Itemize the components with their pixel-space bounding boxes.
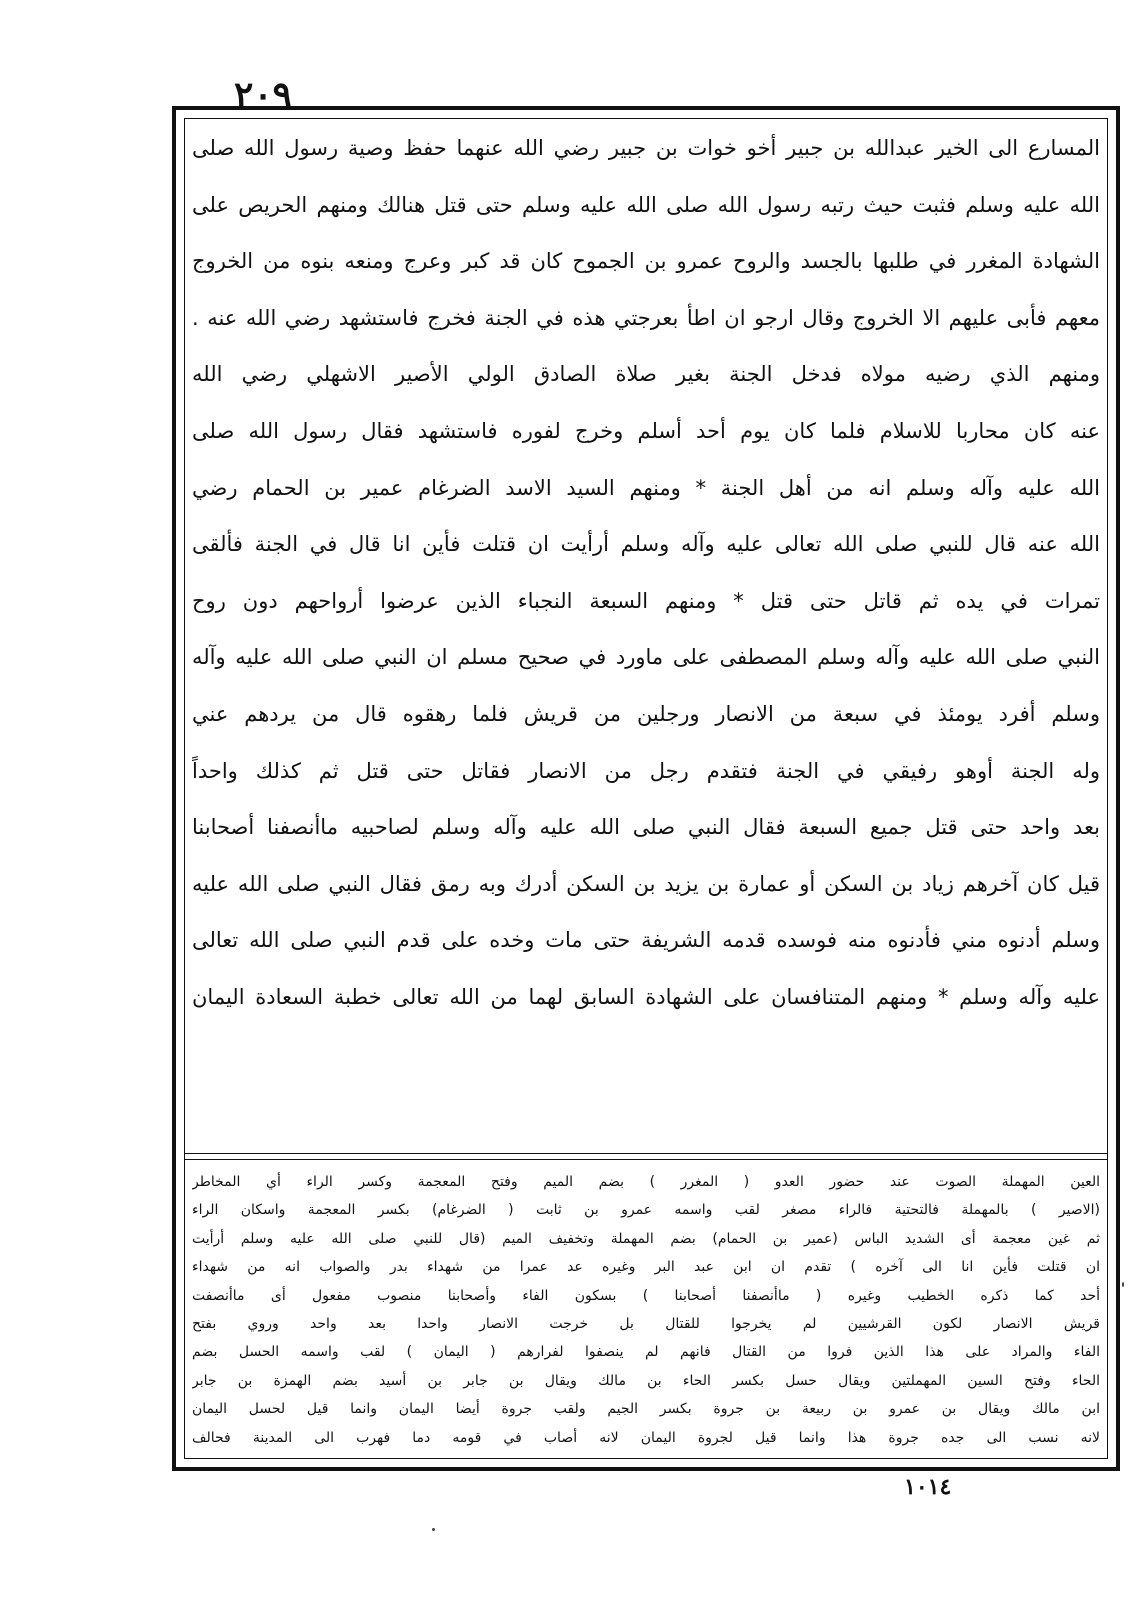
- main-text-line: الشهادة المغرر في طلبها بالجسد والروح عمرو بن الجموح كان قد كبر وعرج ومنعه بنوه من الخروج: [192, 249, 1100, 274]
- main-text-line: تمرات في يده ثم قاتل حتى قتل * ومنهم السبعة النجباء الذين عرضوا أرواحهم دون روح: [192, 588, 1100, 613]
- main-text-line: الله عنه قال للنبي صلى الله تعالى عليه وآله وسلم أرأيت ان قتلت فأين انا قال في الجنة فألقى: [192, 532, 1100, 557]
- signature-mark: ١٠١٤: [904, 1474, 952, 1500]
- scan-speck: [432, 1528, 435, 1531]
- main-text-line: الله عليه وآله وسلم انه من أهل الجنة * ومنهم السيد الاسد الضرغام عمير بن الحمام رضي: [192, 475, 1100, 500]
- footnote-block: [192, 1168, 1100, 1454]
- scan-speck: [1122, 1282, 1124, 1287]
- main-text-line: الله عليه وسلم فثبت حيث رتبه رسول الله صلى الله عليه وسلم حتى قتل هنالك ومنهم الحريص على: [192, 192, 1100, 217]
- main-text-line: النبي صلى الله عليه وآله وسلم المصطفى على ماورد في صحيح مسلم ان النبي صلى الله عليه وآله: [192, 645, 1100, 670]
- main-text-line: معهم فأبى عليهم الا الخروج وقال ارجو ان اطأ بعرجتي هذه في الجنة فخرج فاستشهد رضي الله عنه .: [192, 305, 1100, 330]
- footnote-line: لانه نسب الى جده جروة هذا وانما قيل لجروة اليمان لانه أصاب في قومه دما فهرب الى المدينة فحالف: [192, 1429, 1100, 1446]
- footnote-line: أحد كما ذكره الخطيب وغيره ( ماأنصفنا أصحابنا ) بسكون الفاء وأصحابنا منصوب مفعول أى ماأنصفت: [192, 1287, 1100, 1304]
- main-text-line: وسلم أدنوه مني فأدنوه منه فوسده قدمه الشريفة حتى مات وخده على قدم النبي صلى الله تعالى: [192, 928, 1100, 953]
- main-text-line: وله الجنة أوهو رفيقي في الجنة فتقدم رجل من الانصار فقاتل حتى قتل ثم كذلك واحداً: [192, 758, 1100, 783]
- footnote-line: ابن مالك ويقال بن عمرو بن ربيعة بن جروة بكسر الجيم ولقب جروة أيضا اليمان وانما قيل لحسل اليمان: [192, 1401, 1100, 1418]
- footnote-divider: [184, 1153, 1108, 1154]
- main-text-line: بعد واحد حتى قتل جميع السبعة فقال النبي صلى الله عليه وآله وسلم لصاحبيه ماأنصفنا أصحابنا: [192, 815, 1100, 840]
- footnote-divider-secondary: [184, 1159, 1108, 1160]
- main-text-block: [192, 120, 1100, 1140]
- text-frame: [172, 106, 1120, 1471]
- footnote-line: الفاء والمراد على هذا الذين فروا من القتال فانهم لم ينصفوا لفرارهم ( اليمان ) لقب واسمه الحسل بضم: [192, 1344, 1100, 1361]
- footnote-line: ان قتلت فأين انا الى آخره ) تقدم ان ابن عبد البر وغيره عد عمرا من شهداء بدر والصواب انه من شهداء: [192, 1259, 1100, 1276]
- main-text-line: المسارع الى الخير عبدالله بن جبير أخو خوات بن جبير رضي الله عنهما حفظ وصية رسول الله صلى: [192, 136, 1100, 160]
- footnote-line: الحاء وفتح السين المهملتين ويقال حسل بكسر الحاء بن مالك ويقال بن جابر بن أسيد بضم الهمزة بن جابر: [192, 1372, 1100, 1389]
- main-text-line: عليه وآله وسلم * ومنهم المتنافسان على الشهادة السابق لهما من الله تعالى خطبة السعادة اليمان: [192, 984, 1100, 1009]
- footnote-line: (الاصير ) بالمهملة فالتحتية فالراء مصغر لقب واسمه عمرو بن ثابت ( الضرغام) بكسر المعجمة واسكان الراء: [192, 1202, 1100, 1219]
- page-number: ٢٠٩: [234, 74, 293, 116]
- main-text-line: ومنهم الذي رضيه مولاه فدخل الجنة بغير صلاة الصادق الولي الأصير الاشهلي رضي الله: [192, 362, 1100, 387]
- main-text-line: وسلم أفرد يومئذ في سبعة من الانصار ورجلين من قريش فلما رهقوه قال من يردهم عني: [192, 701, 1100, 726]
- footnote-line: قريش الانصار لكون القرشيين لم يخرجوا للقتال بل خرجت الانصار واحدا بعد واحد وروي بفتح: [192, 1315, 1100, 1332]
- footnote-line: العين المهملة الصوت عند حضور العدو ( المغرر ) بضم الميم وفتح المعجمة وكسر الراء أي المخاطر: [192, 1174, 1100, 1190]
- main-text-line: قيل كان آخرهم زياد بن السكن أو عمارة بن يزيد بن السكن أدرك وبه رمق فقال النبي صلى الله عليه: [192, 871, 1100, 896]
- footnote-line: ثم غين معجمة أى الشديد الباس (عمير بن الحمام) بضم المهملة وتخفيف الميم (قال للنبي صلى الله عليه وسلم أرأيت: [192, 1230, 1100, 1247]
- main-text-line: عنه كان محاربا للاسلام فلما كان يوم أحد أسلم وخرج لفوره فاستشهد فقال رسول الله صلى: [192, 418, 1100, 443]
